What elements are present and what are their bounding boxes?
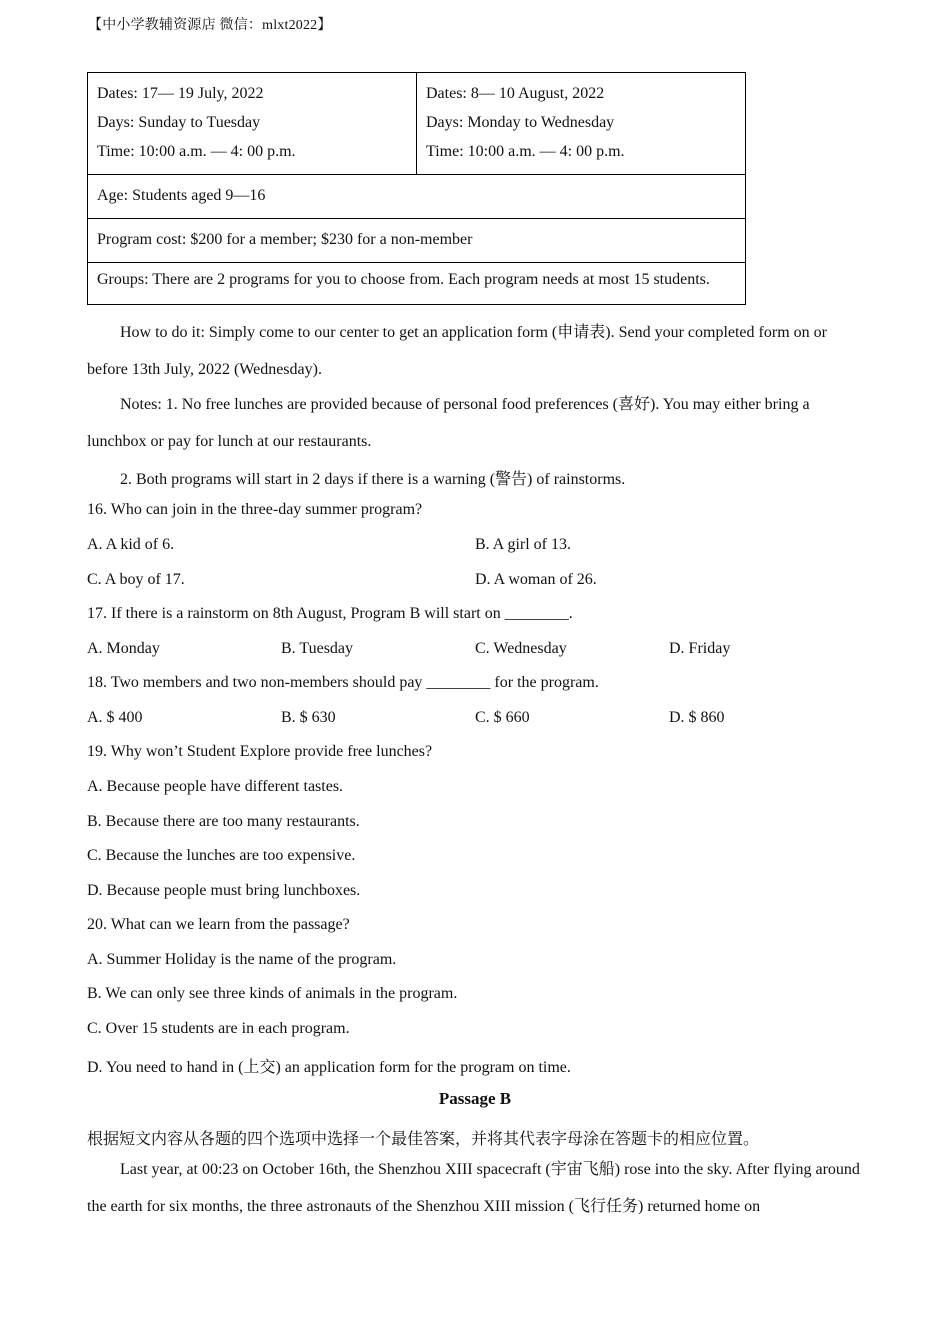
question-17-stem: 17. If there is a rainstorm on 8th August, Program B will start on ________. (87, 605, 573, 622)
question-19-option-c: C. Because the lunches are too expensive. (87, 847, 356, 864)
question-19-option-a: A. Because people have different tastes. (87, 778, 344, 795)
note-2-text: 2. Both programs will start in 2 days if there is a warning (警告) of rainstorms. (120, 471, 626, 488)
age-cell: Age: Students aged 9—16 (88, 175, 746, 219)
question-16-stem: 16. Who can join in the three-day summer program? (87, 501, 423, 518)
passage-b-body (87, 1151, 867, 1225)
watermark-header: 【中小学教辅资源店 微信：mlxt2022】 (88, 18, 332, 33)
question-16-option-c: C. A boy of 17. (87, 571, 185, 588)
question-17-option-d: D. Friday (669, 640, 731, 657)
question-18-option-c: C. $ 660 (475, 709, 530, 726)
program-info-table (87, 72, 746, 305)
table-row (88, 73, 746, 175)
question-18-option-a: A. $ 400 (87, 709, 143, 726)
question-20-option-b: B. We can only see three kinds of animals in the program. (87, 985, 458, 1002)
question-17-option-b: B. Tuesday (281, 640, 354, 657)
table-row (88, 219, 746, 263)
how-to-text: How to do it: Simply come to our center to get an application form (申请表). Send your completed form on or before 13th July, 2022 (Wednesday). (87, 324, 827, 378)
question-18-stem: 18. Two members and two non-members should pay ________ for the program. (87, 674, 599, 691)
table-row (88, 263, 746, 305)
question-18-option-d: D. $ 860 (669, 709, 725, 726)
question-19-option-b: B. Because there are too many restaurants. (87, 813, 360, 830)
question-19-option-d: D. Because people must bring lunchboxes. (87, 882, 361, 899)
passage-b-text: Last year, at 00:23 on October 16th, the Shenzhou XIII spacecraft (宇宙飞船) rose into the sky. After flying around the earth for six months, the three astronauts of the Shenzhou XIII mission (飞行任务) returned home on (87, 1161, 860, 1215)
question-16-option-b: B. A girl of 13. (475, 536, 572, 553)
question-17-option-a: A. Monday (87, 640, 160, 657)
program-b-time: Time: 10:00 a.m. — 4: 00 p.m. (426, 143, 625, 160)
program-a-dates: Dates: 17— 19 July, 2022 (97, 85, 264, 102)
how-to-paragraph (87, 314, 867, 388)
question-18-option-b: B. $ 630 (281, 709, 336, 726)
program-b-days: Days: Monday to Wednesday (426, 114, 615, 131)
cost-cell: Program cost: $200 for a member; $230 for a non-member (88, 219, 746, 263)
table-row (88, 175, 746, 219)
passage-b-instruction: 根据短文内容从各题的四个选项中选择一个最佳答案，并将其代表字母涂在答题卡的相应位置。 (87, 1131, 760, 1148)
program-b-dates: Dates: 8— 10 August, 2022 (426, 85, 605, 102)
notes-paragraph (87, 386, 867, 460)
program-a-days: Days: Sunday to Tuesday (97, 114, 261, 131)
question-19-stem: 19. Why won’t Student Explore provide free lunches? (87, 743, 433, 760)
question-20-option-a: A. Summer Holiday is the name of the program. (87, 951, 397, 968)
question-20-option-c: C. Over 15 students are in each program. (87, 1020, 350, 1037)
question-16-option-a: A. A kid of 6. (87, 536, 175, 553)
passage-b-title: Passage B (438, 1089, 512, 1108)
question-16-option-d: D. A woman of 26. (475, 571, 597, 588)
question-17-option-c: C. Wednesday (475, 640, 567, 657)
groups-cell: Groups: There are 2 programs for you to choose from. Each program needs at most 15 students. (88, 263, 746, 305)
program-a-cell (88, 73, 417, 175)
question-20-stem: 20. What can we learn from the passage? (87, 916, 350, 933)
note-1-text: Notes: 1. No free lunches are provided because of personal food preferences (喜好). You may either bring a lunchbox or pay for lunch at our restaurants. (87, 396, 810, 450)
program-b-cell (417, 73, 746, 175)
question-20-option-d: D. You need to hand in (上交) an application form for the program on time. (87, 1059, 571, 1076)
program-a-time: Time: 10:00 a.m. — 4: 00 p.m. (97, 143, 296, 160)
